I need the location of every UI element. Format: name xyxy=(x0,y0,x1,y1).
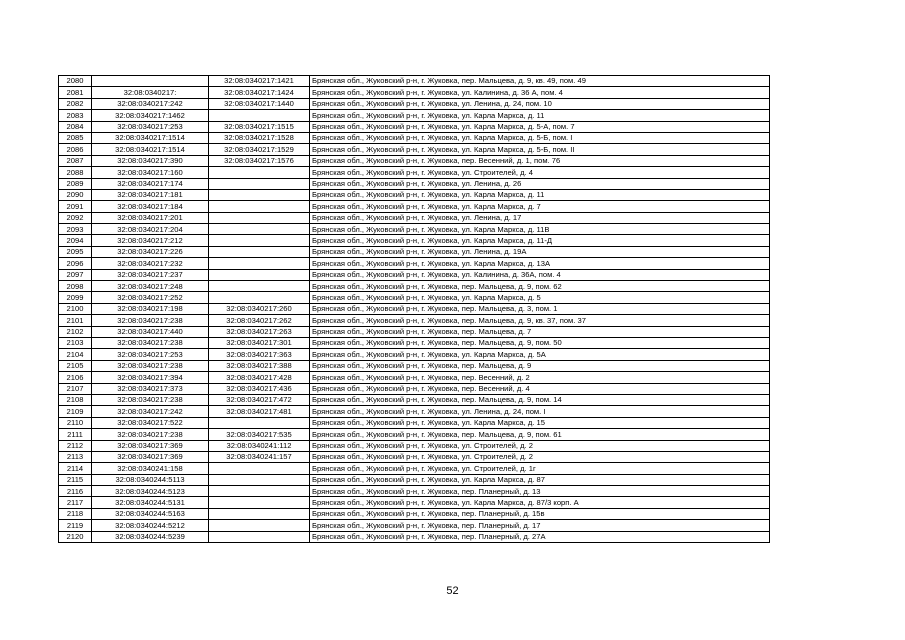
address-cell: Брянская обл., Жуковский р-н, г. Жуковка, ул. Карла Маркса, д. 11 xyxy=(310,110,770,121)
table-row xyxy=(59,132,770,143)
table-row xyxy=(59,144,770,155)
row-number-cell: 2115 xyxy=(59,474,92,485)
row-number-cell: 2097 xyxy=(59,269,92,280)
parent-cadastral-number-cell: 32:08:0340217:242 xyxy=(92,406,209,417)
parent-cadastral-number-cell: 32:08:0340217:238 xyxy=(92,429,209,440)
row-number-cell: 2120 xyxy=(59,531,92,542)
cadastral-number-cell xyxy=(209,224,310,235)
address-cell: Брянская обл., Жуковский р-н, г. Жуковка, пер. Весенний, д. 4 xyxy=(310,383,770,394)
table-row xyxy=(59,406,770,417)
cadastral-number-cell: 32:08:0340241:112 xyxy=(209,440,310,451)
parent-cadastral-number-cell xyxy=(92,76,209,87)
table-row xyxy=(59,337,770,348)
cadastral-number-cell: 32:08:0340217:363 xyxy=(209,349,310,360)
table-row xyxy=(59,429,770,440)
address-cell: Брянская обл., Жуковский р-н, г. Жуковка, ул. Карла Маркса, д. 7 xyxy=(310,201,770,212)
cadastral-number-cell xyxy=(209,258,310,269)
row-number-cell: 2092 xyxy=(59,212,92,223)
address-cell: Брянская обл., Жуковский р-н, г. Жуковка, пер. Мальцева, д. 7 xyxy=(310,326,770,337)
row-number-cell: 2105 xyxy=(59,360,92,371)
parent-cadastral-number-cell: 32:08:0340217:201 xyxy=(92,212,209,223)
parent-cadastral-number-cell: 32:08:0340217:252 xyxy=(92,292,209,303)
address-cell: Брянская обл., Жуковский р-н, г. Жуковка, пер. Планерный, д. 17 xyxy=(310,520,770,531)
cadastral-number-cell: 32:08:0340217:1424 xyxy=(209,87,310,98)
row-number-cell: 2085 xyxy=(59,132,92,143)
parent-cadastral-number-cell: 32:08:0340244:5212 xyxy=(92,520,209,531)
address-cell: Брянская обл., Жуковский р-н, г. Жуковка, ул. Карла Маркса, д. 11В xyxy=(310,224,770,235)
parent-cadastral-number-cell: 32:08:0340217:232 xyxy=(92,258,209,269)
parent-cadastral-number-cell: 32:08:0340217:369 xyxy=(92,440,209,451)
table-row xyxy=(59,76,770,87)
cadastral-number-cell xyxy=(209,167,310,178)
parent-cadastral-number-cell: 32:08:0340217:238 xyxy=(92,337,209,348)
cadastral-number-cell xyxy=(209,417,310,428)
cadastral-table-body xyxy=(59,76,770,543)
table-row xyxy=(59,155,770,166)
cadastral-number-cell xyxy=(209,189,310,200)
parent-cadastral-number-cell: 32:08:0340217:174 xyxy=(92,178,209,189)
table-row xyxy=(59,497,770,508)
parent-cadastral-number-cell: 32:08:0340217:390 xyxy=(92,155,209,166)
cadastral-number-cell xyxy=(209,508,310,519)
row-number-cell: 2106 xyxy=(59,372,92,383)
cadastral-number-cell: 32:08:0340217:428 xyxy=(209,372,310,383)
address-cell: Брянская обл., Жуковский р-н, г. Жуковка, пер. Весенний, д. 2 xyxy=(310,372,770,383)
row-number-cell: 2100 xyxy=(59,303,92,314)
address-cell: Брянская обл., Жуковский р-н, г. Жуковка, пер. Мальцева, д. 9, пом. 62 xyxy=(310,281,770,292)
row-number-cell: 2109 xyxy=(59,406,92,417)
parent-cadastral-number-cell: 32:08:0340217:237 xyxy=(92,269,209,280)
row-number-cell: 2103 xyxy=(59,337,92,348)
row-number-cell: 2096 xyxy=(59,258,92,269)
cadastral-number-cell xyxy=(209,520,310,531)
parent-cadastral-number-cell: 32:08:0340217:440 xyxy=(92,326,209,337)
cadastral-number-cell: 32:08:0340217:436 xyxy=(209,383,310,394)
address-cell: Брянская обл., Жуковский р-н, г. Жуковка, ул. Ленина, д. 26 xyxy=(310,178,770,189)
address-cell: Брянская обл., Жуковский р-н, г. Жуковка, ул. Строителей, д. 4 xyxy=(310,167,770,178)
table-row xyxy=(59,292,770,303)
address-cell: Брянская обл., Жуковский р-н, г. Жуковка, ул. Ленина, д. 24, пом. I xyxy=(310,406,770,417)
row-number-cell: 2088 xyxy=(59,167,92,178)
row-number-cell: 2114 xyxy=(59,463,92,474)
cadastral-number-cell: 32:08:0340217:301 xyxy=(209,337,310,348)
cadastral-number-cell: 32:08:0340217:1529 xyxy=(209,144,310,155)
row-number-cell: 2081 xyxy=(59,87,92,98)
address-cell: Брянская обл., Жуковский р-н, г. Жуковка, ул. Карла Маркса, д. 13А xyxy=(310,258,770,269)
table-row xyxy=(59,440,770,451)
address-cell: Брянская обл., Жуковский р-н, г. Жуковка, пер. Мальцева, д. 9, пом. 50 xyxy=(310,337,770,348)
parent-cadastral-number-cell: 32:08:0340217:373 xyxy=(92,383,209,394)
table-row xyxy=(59,121,770,132)
table-row xyxy=(59,383,770,394)
address-cell: Брянская обл., Жуковский р-н, г. Жуковка, пер. Мальцева, д. 9 xyxy=(310,360,770,371)
cadastral-number-cell: 32:08:0340217:1528 xyxy=(209,132,310,143)
cadastral-number-cell: 32:08:0340217:1576 xyxy=(209,155,310,166)
row-number-cell: 2099 xyxy=(59,292,92,303)
parent-cadastral-number-cell: 32:08:0340217:181 xyxy=(92,189,209,200)
parent-cadastral-number-cell: 32:08:0340217:522 xyxy=(92,417,209,428)
cadastral-number-cell: 32:08:0340217:1440 xyxy=(209,98,310,109)
address-cell: Брянская обл., Жуковский р-н, г. Жуковка, ул. Калинина, д. 36А, пом. 4 xyxy=(310,269,770,280)
table-row xyxy=(59,486,770,497)
cadastral-number-cell xyxy=(209,486,310,497)
parent-cadastral-number-cell: 32:08:0340217:253 xyxy=(92,121,209,132)
table-row xyxy=(59,417,770,428)
table-row xyxy=(59,235,770,246)
row-number-cell: 2091 xyxy=(59,201,92,212)
address-cell: Брянская обл., Жуковский р-н, г. Жуковка, ул. Ленина, д. 24, пом. 10 xyxy=(310,98,770,109)
table-row xyxy=(59,281,770,292)
row-number-cell: 2090 xyxy=(59,189,92,200)
parent-cadastral-number-cell: 32:08:0340217:394 xyxy=(92,372,209,383)
cadastral-number-cell xyxy=(209,531,310,542)
row-number-cell: 2083 xyxy=(59,110,92,121)
parent-cadastral-number-cell: 32:08:0340217:160 xyxy=(92,167,209,178)
parent-cadastral-number-cell: 32:08:0340217:238 xyxy=(92,394,209,405)
row-number-cell: 2082 xyxy=(59,98,92,109)
address-cell: Брянская обл., Жуковский р-н, г. Жуковка, ул. Карла Маркса, д. 5-Б, пом. I xyxy=(310,132,770,143)
cadastral-number-cell: 32:08:0340217:1515 xyxy=(209,121,310,132)
table-row xyxy=(59,349,770,360)
parent-cadastral-number-cell: 32:08:0340217:248 xyxy=(92,281,209,292)
table-row xyxy=(59,326,770,337)
cadastral-number-cell: 32:08:0340217:388 xyxy=(209,360,310,371)
table-row xyxy=(59,360,770,371)
address-cell: Брянская обл., Жуковский р-н, г. Жуковка, пер. Весенний, д. 1, пом. 76 xyxy=(310,155,770,166)
cadastral-number-cell xyxy=(209,269,310,280)
cadastral-number-cell xyxy=(209,110,310,121)
parent-cadastral-number-cell: 32:08:0340241:158 xyxy=(92,463,209,474)
parent-cadastral-number-cell: 32:08:0340244:5163 xyxy=(92,508,209,519)
table-row xyxy=(59,520,770,531)
row-number-cell: 2107 xyxy=(59,383,92,394)
row-number-cell: 2089 xyxy=(59,178,92,189)
parent-cadastral-number-cell: 32:08:0340217: xyxy=(92,87,209,98)
address-cell: Брянская обл., Жуковский р-н, г. Жуковка, пер. Планерный, д. 13 xyxy=(310,486,770,497)
parent-cadastral-number-cell: 32:08:0340217:204 xyxy=(92,224,209,235)
table-row xyxy=(59,178,770,189)
address-cell: Брянская обл., Жуковский р-н, г. Жуковка, ул. Ленина, д. 17 xyxy=(310,212,770,223)
row-number-cell: 2095 xyxy=(59,246,92,257)
cadastral-number-cell xyxy=(209,201,310,212)
table-row xyxy=(59,508,770,519)
table-row xyxy=(59,87,770,98)
row-number-cell: 2104 xyxy=(59,349,92,360)
cadastral-number-cell xyxy=(209,178,310,189)
parent-cadastral-number-cell: 32:08:0340217:238 xyxy=(92,315,209,326)
cadastral-number-cell: 32:08:0340217:263 xyxy=(209,326,310,337)
table-row xyxy=(59,372,770,383)
row-number-cell: 2117 xyxy=(59,497,92,508)
row-number-cell: 2113 xyxy=(59,451,92,462)
address-cell: Брянская обл., Жуковский р-н, г. Жуковка, ул. Карла Маркса, д. 15 xyxy=(310,417,770,428)
row-number-cell: 2080 xyxy=(59,76,92,87)
cadastral-number-cell xyxy=(209,292,310,303)
parent-cadastral-number-cell: 32:08:0340217:1462 xyxy=(92,110,209,121)
row-number-cell: 2112 xyxy=(59,440,92,451)
row-number-cell: 2093 xyxy=(59,224,92,235)
cadastral-number-cell xyxy=(209,235,310,246)
cadastral-number-cell xyxy=(209,212,310,223)
cadastral-number-cell xyxy=(209,474,310,485)
row-number-cell: 2118 xyxy=(59,508,92,519)
cadastral-number-cell: 32:08:0340217:535 xyxy=(209,429,310,440)
parent-cadastral-number-cell: 32:08:0340217:1514 xyxy=(92,132,209,143)
address-cell: Брянская обл., Жуковский р-н, г. Жуковка, пер. Мальцева, д. 9, пом. 14 xyxy=(310,394,770,405)
address-cell: Брянская обл., Жуковский р-н, г. Жуковка, ул. Карла Маркса, д. 5 xyxy=(310,292,770,303)
cadastral-number-cell xyxy=(209,246,310,257)
table-row xyxy=(59,394,770,405)
address-cell: Брянская обл., Жуковский р-н, г. Жуковка, ул. Карла Маркса, д. 11 xyxy=(310,189,770,200)
address-cell: Брянская обл., Жуковский р-н, г. Жуковка, ул. Калинина, д. 36 А, пом. 4 xyxy=(310,87,770,98)
address-cell: Брянская обл., Жуковский р-н, г. Жуковка, ул. Карла Маркса, д. 11-Д xyxy=(310,235,770,246)
row-number-cell: 2116 xyxy=(59,486,92,497)
row-number-cell: 2102 xyxy=(59,326,92,337)
parent-cadastral-number-cell: 32:08:0340244:5131 xyxy=(92,497,209,508)
address-cell: Брянская обл., Жуковский р-н, г. Жуковка, пер. Планерный, д. 15в xyxy=(310,508,770,519)
table-row xyxy=(59,212,770,223)
address-cell: Брянская обл., Жуковский р-н, г. Жуковка, ул. Ленина, д. 19А xyxy=(310,246,770,257)
row-number-cell: 2101 xyxy=(59,315,92,326)
address-cell: Брянская обл., Жуковский р-н, г. Жуковка, ул. Строителей, д. 2 xyxy=(310,451,770,462)
table-row xyxy=(59,167,770,178)
parent-cadastral-number-cell: 32:08:0340217:212 xyxy=(92,235,209,246)
parent-cadastral-number-cell: 32:08:0340217:253 xyxy=(92,349,209,360)
cadastral-number-cell: 32:08:0340217:472 xyxy=(209,394,310,405)
table-row xyxy=(59,258,770,269)
address-cell: Брянская обл., Жуковский р-н, г. Жуковка, ул. Строителей, д. 1г xyxy=(310,463,770,474)
parent-cadastral-number-cell: 32:08:0340217:238 xyxy=(92,360,209,371)
table-row xyxy=(59,189,770,200)
table-row xyxy=(59,98,770,109)
cadastral-number-cell: 32:08:0340241:157 xyxy=(209,451,310,462)
parent-cadastral-number-cell: 32:08:0340217:184 xyxy=(92,201,209,212)
address-cell: Брянская обл., Жуковский р-н, г. Жуковка, пер. Мальцева, д. 3, пом. 1 xyxy=(310,303,770,314)
cadastral-number-cell: 32:08:0340217:262 xyxy=(209,315,310,326)
address-cell: Брянская обл., Жуковский р-н, г. Жуковка, пер. Мальцева, д. 9, кв. 37, пом. 37 xyxy=(310,315,770,326)
row-number-cell: 2094 xyxy=(59,235,92,246)
table-row xyxy=(59,110,770,121)
row-number-cell: 2108 xyxy=(59,394,92,405)
parent-cadastral-number-cell: 32:08:0340217:369 xyxy=(92,451,209,462)
row-number-cell: 2087 xyxy=(59,155,92,166)
table-row xyxy=(59,315,770,326)
cadastral-number-cell: 32:08:0340217:260 xyxy=(209,303,310,314)
row-number-cell: 2110 xyxy=(59,417,92,428)
address-cell: Брянская обл., Жуковский р-н, г. Жуковка, ул. Карла Маркса, д. 5-А, пом. 7 xyxy=(310,121,770,132)
row-number-cell: 2111 xyxy=(59,429,92,440)
address-cell: Брянская обл., Жуковский р-н, г. Жуковка, ул. Карла Маркса, д. 87/3 корп. А xyxy=(310,497,770,508)
parent-cadastral-number-cell: 32:08:0340244:5239 xyxy=(92,531,209,542)
address-cell: Брянская обл., Жуковский р-н, г. Жуковка, ул. Строителей, д. 2 xyxy=(310,440,770,451)
parent-cadastral-number-cell: 32:08:0340217:1514 xyxy=(92,144,209,155)
table-row xyxy=(59,451,770,462)
cadastral-number-cell: 32:08:0340217:481 xyxy=(209,406,310,417)
address-cell: Брянская обл., Жуковский р-н, г. Жуковка, пер. Мальцева, д. 9, пом. 61 xyxy=(310,429,770,440)
parent-cadastral-number-cell: 32:08:0340217:226 xyxy=(92,246,209,257)
parent-cadastral-number-cell: 32:08:0340244:5123 xyxy=(92,486,209,497)
table-row xyxy=(59,246,770,257)
address-cell: Брянская обл., Жуковский р-н, г. Жуковка, ул. Карла Маркса, д. 87 xyxy=(310,474,770,485)
address-cell: Брянская обл., Жуковский р-н, г. Жуковка, ул. Карла Маркса, д. 5А xyxy=(310,349,770,360)
table-row xyxy=(59,224,770,235)
cadastral-table xyxy=(58,75,770,543)
table-row xyxy=(59,463,770,474)
address-cell: Брянская обл., Жуковский р-н, г. Жуковка, ул. Карла Маркса, д. 5-Б, пом. II xyxy=(310,144,770,155)
parent-cadastral-number-cell: 32:08:0340217:242 xyxy=(92,98,209,109)
cadastral-number-cell: 32:08:0340217:1421 xyxy=(209,76,310,87)
row-number-cell: 2086 xyxy=(59,144,92,155)
table-row xyxy=(59,303,770,314)
table-row xyxy=(59,474,770,485)
address-cell: Брянская обл., Жуковский р-н, г. Жуковка, пер. Планерный, д. 27А xyxy=(310,531,770,542)
cadastral-number-cell xyxy=(209,281,310,292)
cadastral-number-cell xyxy=(209,463,310,474)
parent-cadastral-number-cell: 32:08:0340244:5113 xyxy=(92,474,209,485)
cadastral-number-cell xyxy=(209,497,310,508)
parent-cadastral-number-cell: 32:08:0340217:198 xyxy=(92,303,209,314)
table-row xyxy=(59,531,770,542)
table-row xyxy=(59,201,770,212)
page-number: 52 xyxy=(446,585,459,597)
row-number-cell: 2098 xyxy=(59,281,92,292)
table-row xyxy=(59,269,770,280)
address-cell: Брянская обл., Жуковский р-н, г. Жуковка, пер. Мальцева, д. 9, кв. 49, пом. 49 xyxy=(310,76,770,87)
row-number-cell: 2084 xyxy=(59,121,92,132)
row-number-cell: 2119 xyxy=(59,520,92,531)
